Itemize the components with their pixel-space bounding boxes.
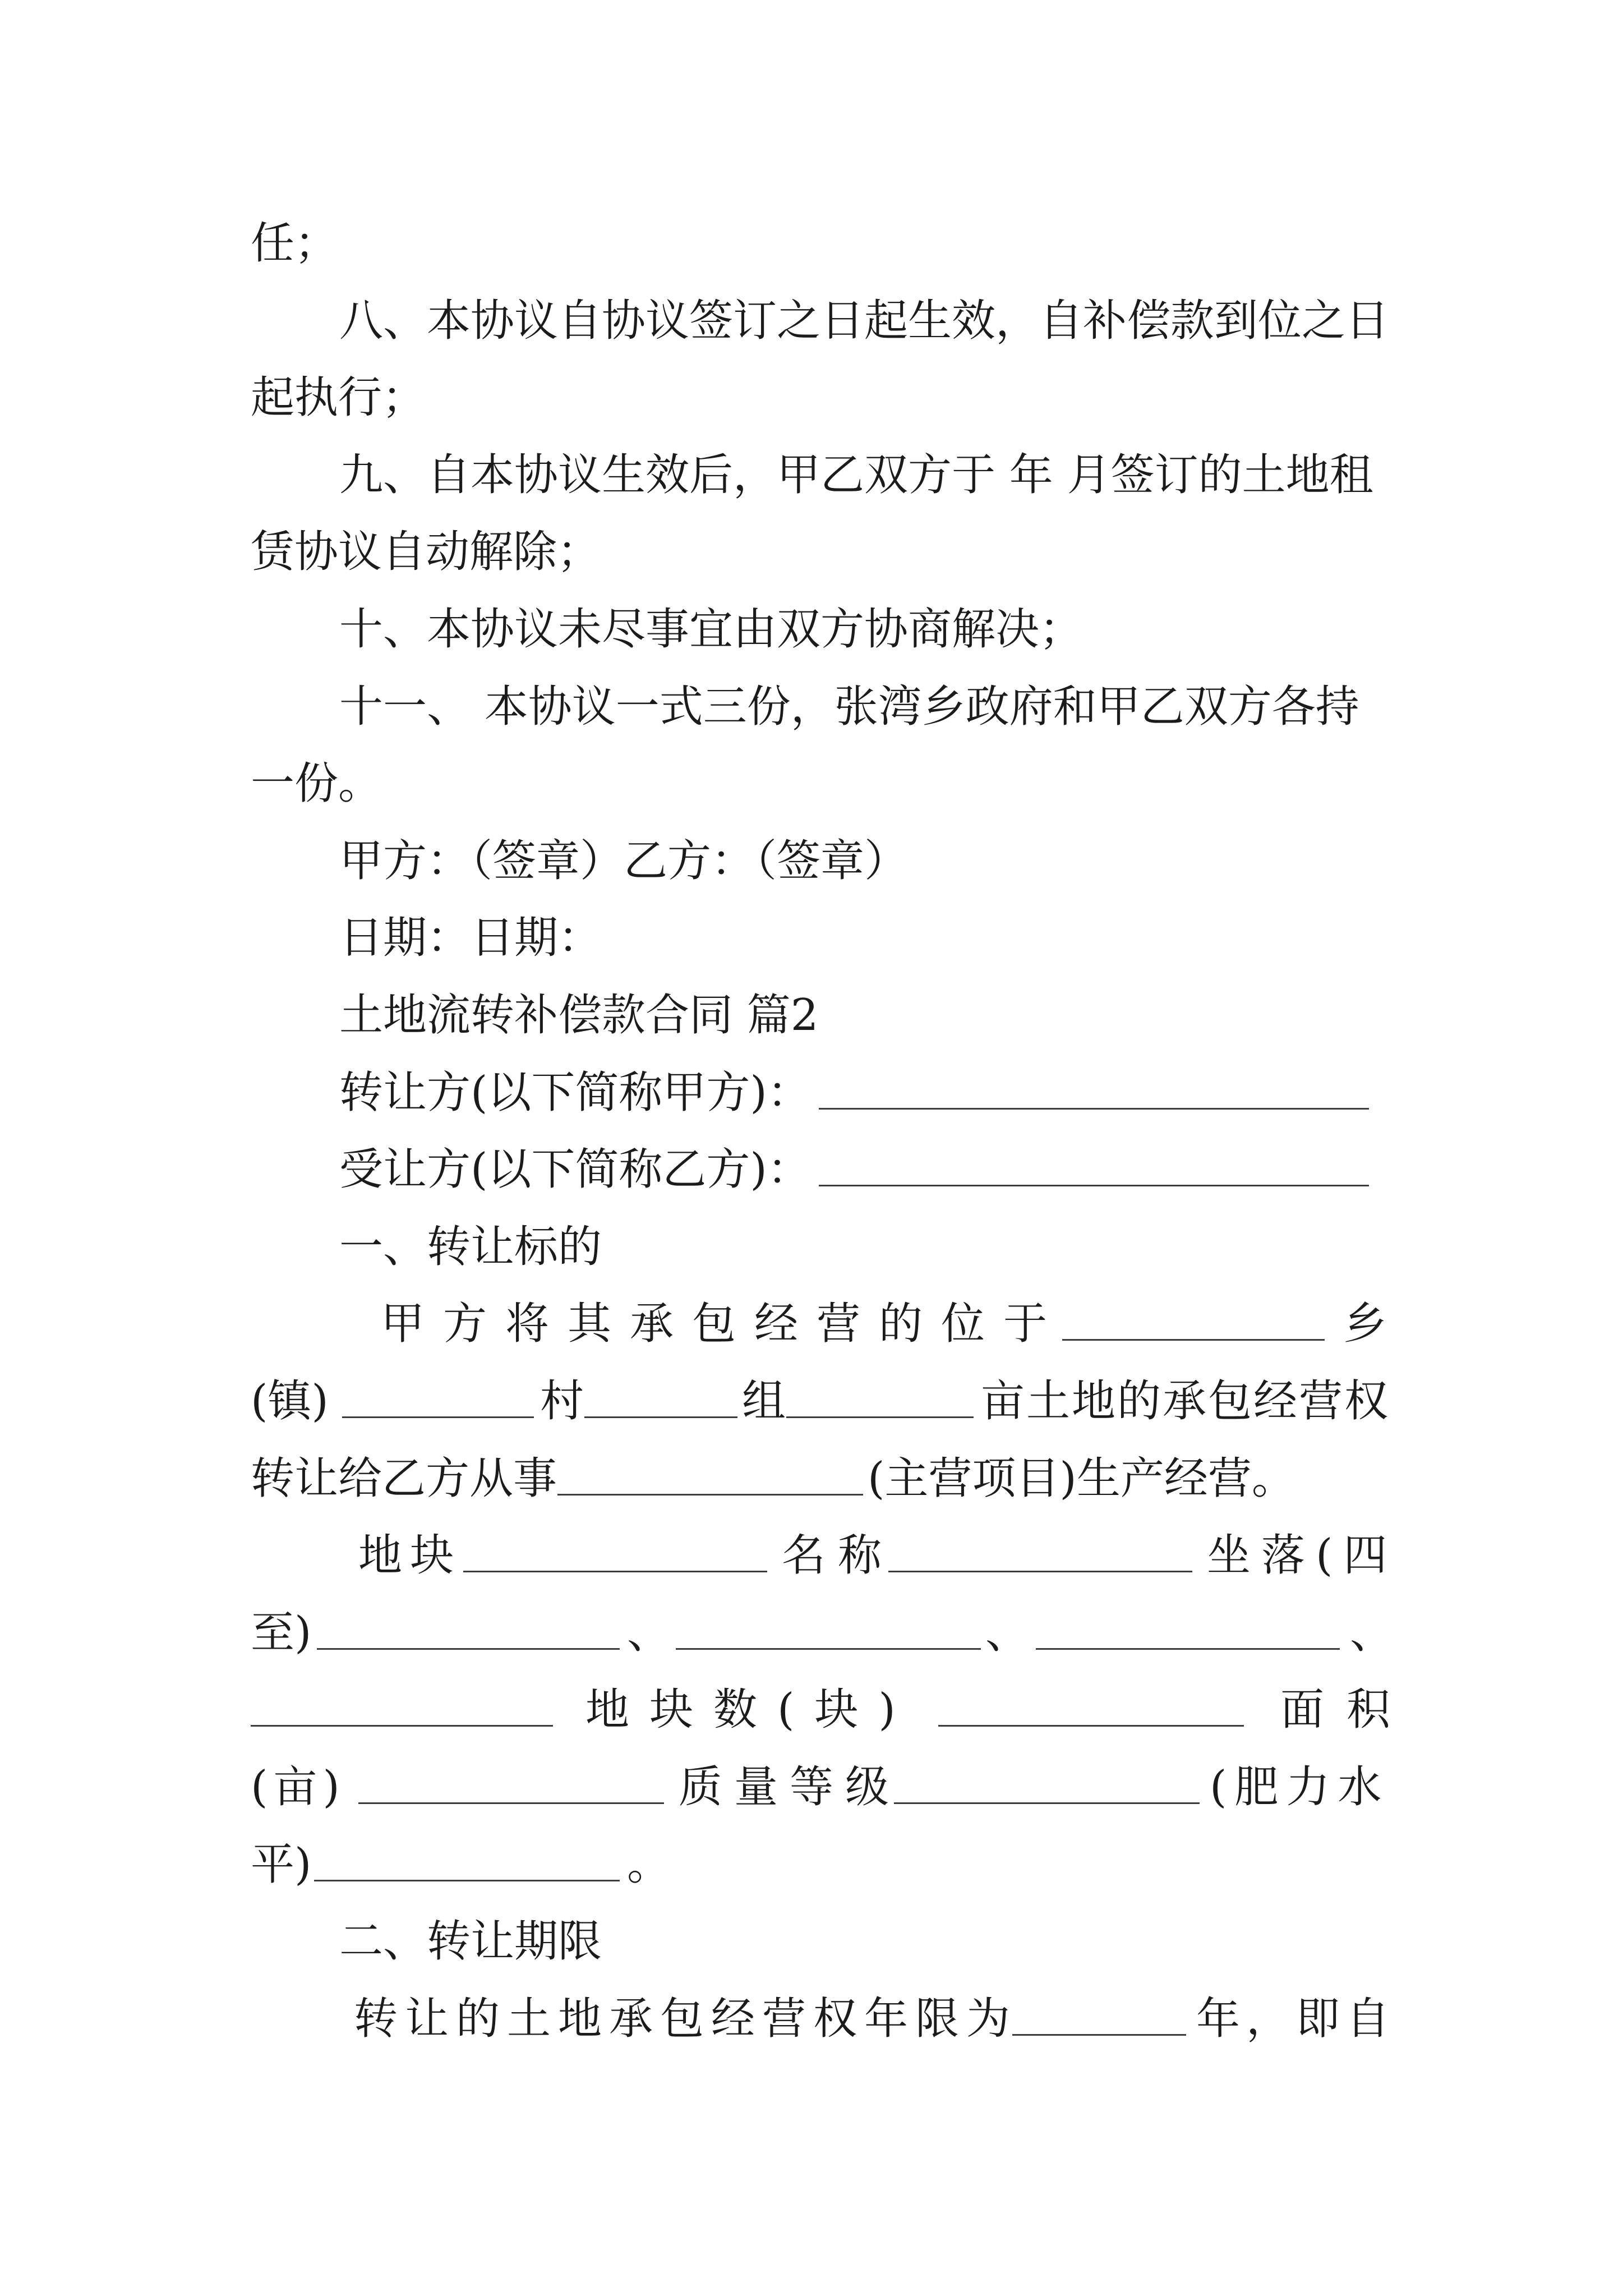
fertility-label-end: 平) — [251, 1839, 312, 1890]
group-label: 组 — [742, 1376, 786, 1427]
sentence-end: 。 — [627, 1839, 671, 1890]
main-project-blank — [557, 1494, 863, 1496]
separator-1: 、 — [627, 1608, 671, 1658]
section-2-heading-line — [251, 1903, 1387, 1980]
boundary-blank-3 — [1036, 1648, 1340, 1650]
township-label: 乡 — [1343, 1299, 1387, 1349]
boundary-blank-4 — [251, 1725, 553, 1727]
section-1-p2-line-1 — [251, 1517, 1398, 1594]
plot-count-label: 地块数(块) — [585, 1685, 916, 1735]
transferor-blank — [819, 1108, 1369, 1110]
clause-7-tail: 任； — [251, 218, 339, 269]
town-label: (镇) — [251, 1376, 329, 1427]
area-label: 面积 — [1280, 1685, 1413, 1735]
section-1-p1-line-3 — [251, 1440, 1387, 1517]
quality-grade-blank — [894, 1802, 1200, 1804]
transfer-purpose-suffix: (主营项目)生产经营。 — [868, 1453, 1295, 1504]
section-2-heading: 二、转让期限 — [339, 1916, 602, 1967]
separator-3: 、 — [1350, 1608, 1394, 1658]
fertility-blank — [314, 1880, 620, 1881]
clause-8-text-1: 八、本协议自协议签订之日起生效，自补偿款到位之日 — [339, 296, 1390, 346]
boundary-blank-1 — [317, 1648, 620, 1650]
land-rights-text: 亩土地的承包经营权 — [981, 1376, 1390, 1427]
village-label: 村 — [540, 1376, 584, 1427]
clause-10-text: 十、本协议未尽事宜由双方协商解决； — [339, 604, 1083, 655]
boundary-label-end: 至) — [251, 1608, 312, 1658]
transferee-line — [251, 1131, 1387, 1208]
plot-blank — [463, 1571, 767, 1572]
contract-title: 土地流转补偿款合同 篇2 — [339, 990, 819, 1041]
name-label: 名称 — [782, 1530, 895, 1581]
term-years-blank — [1012, 2034, 1186, 2036]
contract-2-title-line — [251, 977, 1387, 1054]
clause-7-tail-line — [251, 205, 1387, 282]
area-unit-label: (亩) — [251, 1762, 345, 1812]
section-1-p1-line-2 — [251, 1363, 1390, 1440]
location-boundary-label: 坐落(四 — [1207, 1530, 1398, 1581]
area-blank — [358, 1802, 664, 1804]
fertility-label: (肥力水 — [1210, 1762, 1390, 1812]
clause-8-line-2 — [251, 359, 1387, 436]
transferee-label: 受让方(以下简称乙方)： — [339, 1144, 811, 1195]
group-blank — [584, 1416, 737, 1418]
clause-11-text-2: 一份。 — [251, 758, 382, 809]
name-blank — [888, 1571, 1192, 1572]
clause-11-line-1 — [251, 668, 1387, 746]
location-prefix: 甲方将其承包经营的位于 — [381, 1299, 1066, 1349]
section-1-p2-line-4 — [251, 1749, 1390, 1826]
clause-9-text-1: 九、自本协议生效后，甲乙双方于 年 月签订的土地租 — [339, 450, 1373, 500]
village-blank — [342, 1416, 534, 1418]
section-1-p2-line-5 — [251, 1826, 1387, 1903]
clause-11-text-1: 十一、 本协议一式三份，张湾乡政府和甲乙双方各持 — [339, 682, 1359, 732]
section-1-heading-line — [251, 1208, 1387, 1286]
boundary-blank-2 — [676, 1648, 981, 1650]
quality-grade-label: 质量等级 — [679, 1762, 901, 1812]
township-blank — [1062, 1339, 1325, 1341]
clause-8-text-2: 起执行； — [251, 372, 426, 423]
transferee-blank — [819, 1185, 1369, 1186]
signature-line — [251, 822, 1387, 900]
clause-9-text-2: 赁协议自动解除； — [251, 527, 601, 577]
section-1-p1-line-1 — [251, 1285, 1387, 1363]
section-1-p2-line-3 — [251, 1671, 1413, 1749]
section-1-heading: 一、转让标的 — [339, 1222, 602, 1272]
signature-text: 甲方：（签章）乙方：（签章） — [339, 836, 909, 886]
separator-2: 、 — [985, 1608, 1030, 1658]
plot-label: 地块 — [358, 1530, 462, 1581]
plot-count-blank — [938, 1725, 1244, 1727]
area-mu-blank — [786, 1416, 974, 1418]
transferor-line — [251, 1054, 1387, 1131]
date-text: 日期：日期： — [339, 913, 602, 963]
clause-9-line-1 — [251, 436, 1387, 514]
clause-11-line-2 — [251, 745, 1387, 822]
transfer-purpose-prefix: 转让给乙方从事 — [251, 1453, 557, 1504]
clause-8-line-1 — [251, 282, 1390, 360]
term-suffix: 年，即自 — [1196, 1994, 1396, 2044]
date-line — [251, 899, 1387, 977]
section-1-p2-line-2 — [251, 1594, 1394, 1672]
term-prefix: 转让的土地承包经营权年限为 — [354, 1994, 1018, 2044]
section-2-p1-line-1 — [251, 1980, 1396, 2058]
transferor-label: 转让方(以下简称甲方)： — [339, 1068, 811, 1118]
clause-10-line — [251, 591, 1387, 668]
clause-9-line-2 — [251, 513, 1387, 591]
